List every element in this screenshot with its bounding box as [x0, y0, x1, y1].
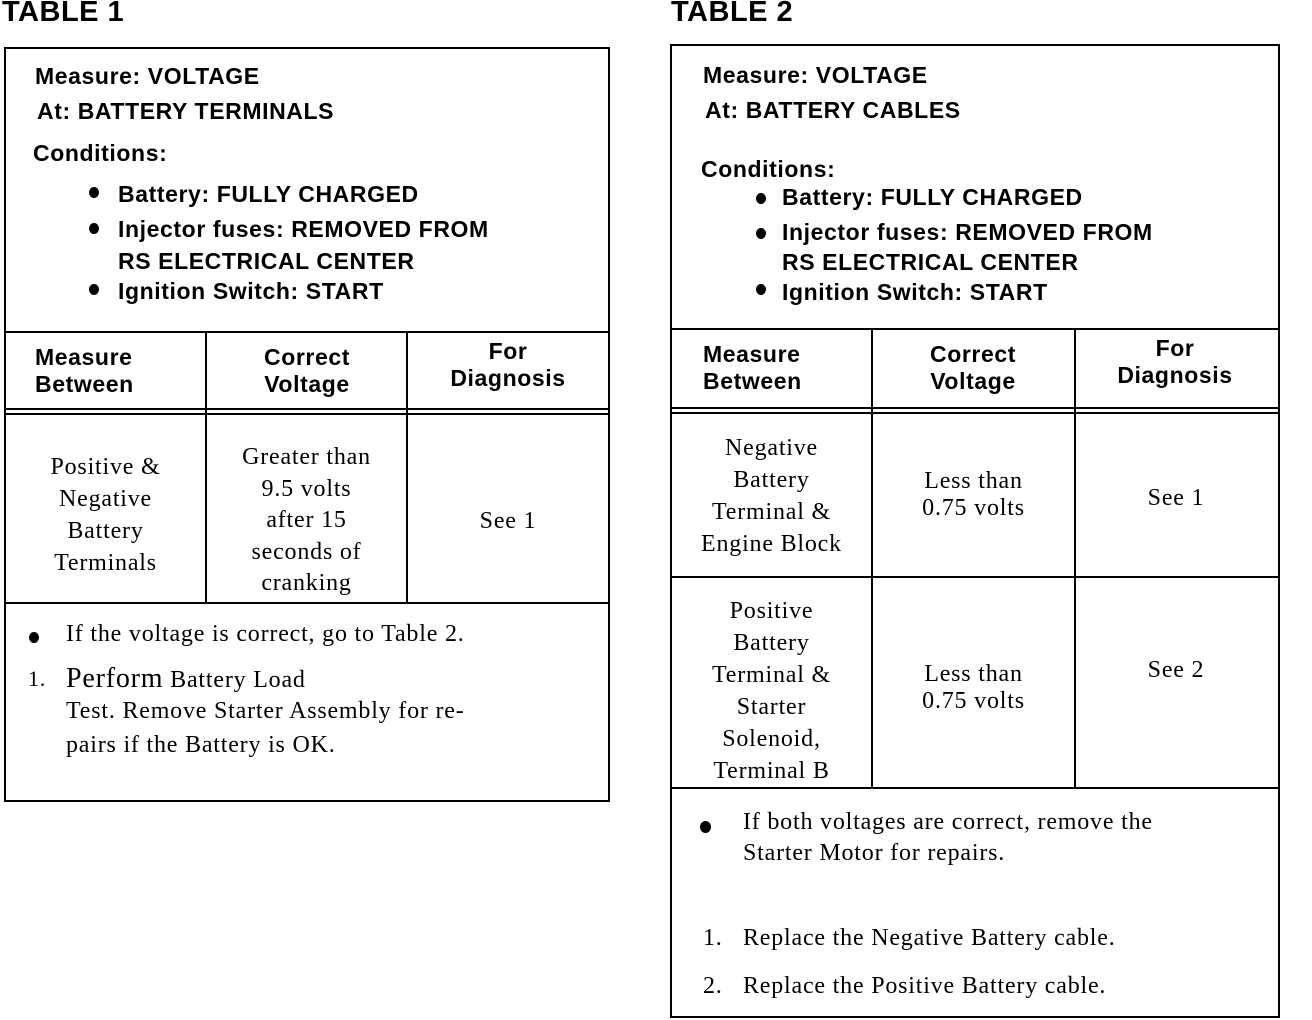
table2-note1-number: 1. — [703, 925, 723, 951]
table2-note2-number: 2. — [703, 973, 723, 999]
table2-condition-battery: Battery: FULLY CHARGED — [782, 184, 1083, 210]
table1-row1-diagnosis: See 1 — [479, 508, 537, 534]
table2-measure-label: Measure: VOLTAGE — [703, 62, 928, 88]
table1-col-for-diagnosis: For Diagnosis — [450, 338, 566, 391]
table1-row1-voltage: Greater than 9.5 volts after 15 seconds of cranking — [242, 444, 371, 597]
table1-note1-number: 1. — [28, 666, 47, 691]
table2-col-correct-voltage: Correct Voltage — [929, 341, 1016, 394]
table2-note-bullet-line2: Starter Motor for repairs. — [743, 840, 1006, 866]
bullet-icon — [700, 821, 711, 833]
table1-note1-line1: Perform Battery Load — [66, 663, 306, 694]
table2-note1: Replace the Negative Battery cable. — [743, 925, 1116, 951]
table2-row2-diagnosis: See 2 — [1147, 657, 1205, 683]
table1-row1-measure: Positive & Negative Battery Terminals — [50, 454, 161, 576]
table2-condition-injector-cont: RS ELECTRICAL CENTER — [782, 249, 1079, 275]
table2-row-divider — [672, 576, 1278, 578]
bullet-icon — [89, 223, 99, 234]
table2-row1-voltage: Less than 0.75 volts — [922, 468, 1025, 521]
table1-condition-ignition: Ignition Switch: START — [118, 278, 384, 304]
table1-conditions-header — [6, 49, 608, 333]
table2-condition-ignition: Ignition Switch: START — [782, 279, 1048, 305]
table2-at-label: At: BATTERY CABLES — [705, 97, 961, 123]
table1-column-headers — [6, 333, 608, 409]
table1-condition-battery: Battery: FULLY CHARGED — [118, 181, 419, 207]
bullet-icon — [89, 187, 99, 198]
table1-at-label: At: BATTERY TERMINALS — [37, 98, 335, 124]
table2-col-divider — [871, 330, 873, 788]
table2-row1-diagnosis: See 1 — [1147, 485, 1205, 511]
table2-note-bullet-line1: If both voltages are correct, remove the — [743, 809, 1153, 835]
table1-note1-line2: Test. Remove Starter Assembly for re- — [66, 698, 465, 724]
table2-row2-measure: Positive Battery Terminal & Starter Solenoid, Terminal B — [712, 598, 831, 784]
bullet-icon — [29, 632, 39, 643]
table2-condition-injector: Injector fuses: REMOVED FROM — [782, 219, 1153, 245]
table2-row1-measure: Negative Battery Terminal & Engine Block — [701, 435, 842, 557]
table2-col-divider — [1074, 330, 1076, 788]
table2-row2-voltage: Less than 0.75 volts — [922, 661, 1025, 714]
table2-conditions-header — [672, 46, 1278, 330]
table2-header-divider — [672, 407, 1278, 414]
bullet-icon — [756, 228, 766, 239]
bullet-icon — [756, 284, 766, 295]
table1-title: TABLE 1 — [2, 0, 125, 28]
table2-col-for-diagnosis: For Diagnosis — [1117, 335, 1233, 388]
table1-measure-label: Measure: VOLTAGE — [35, 63, 260, 89]
bullet-icon — [756, 193, 766, 204]
table2-conditions-label: Conditions: — [701, 156, 836, 182]
table1-col-correct-voltage: Correct Voltage — [263, 344, 350, 397]
table1-note-bullet: If the voltage is correct, go to Table 2. — [66, 621, 465, 647]
table2-col-measure-between: Measure Between — [703, 341, 802, 394]
table2-note2: Replace the Positive Battery cable. — [743, 973, 1107, 999]
table1-condition-injector: Injector fuses: REMOVED FROM — [118, 216, 489, 242]
table1-conditions-label: Conditions: — [33, 140, 168, 166]
table1-header-divider — [6, 408, 608, 415]
table1-note1-line3: pairs if the Battery is OK. — [66, 732, 336, 758]
table1-condition-injector-cont: RS ELECTRICAL CENTER — [118, 248, 415, 274]
table2-column-headers — [672, 330, 1278, 406]
bullet-icon — [89, 284, 99, 295]
table2-title: TABLE 2 — [671, 0, 794, 28]
table1-col-divider — [406, 333, 408, 603]
table2 — [670, 44, 1280, 1018]
table1-col-measure-between: Measure Between — [35, 344, 134, 397]
table1 — [4, 47, 610, 802]
